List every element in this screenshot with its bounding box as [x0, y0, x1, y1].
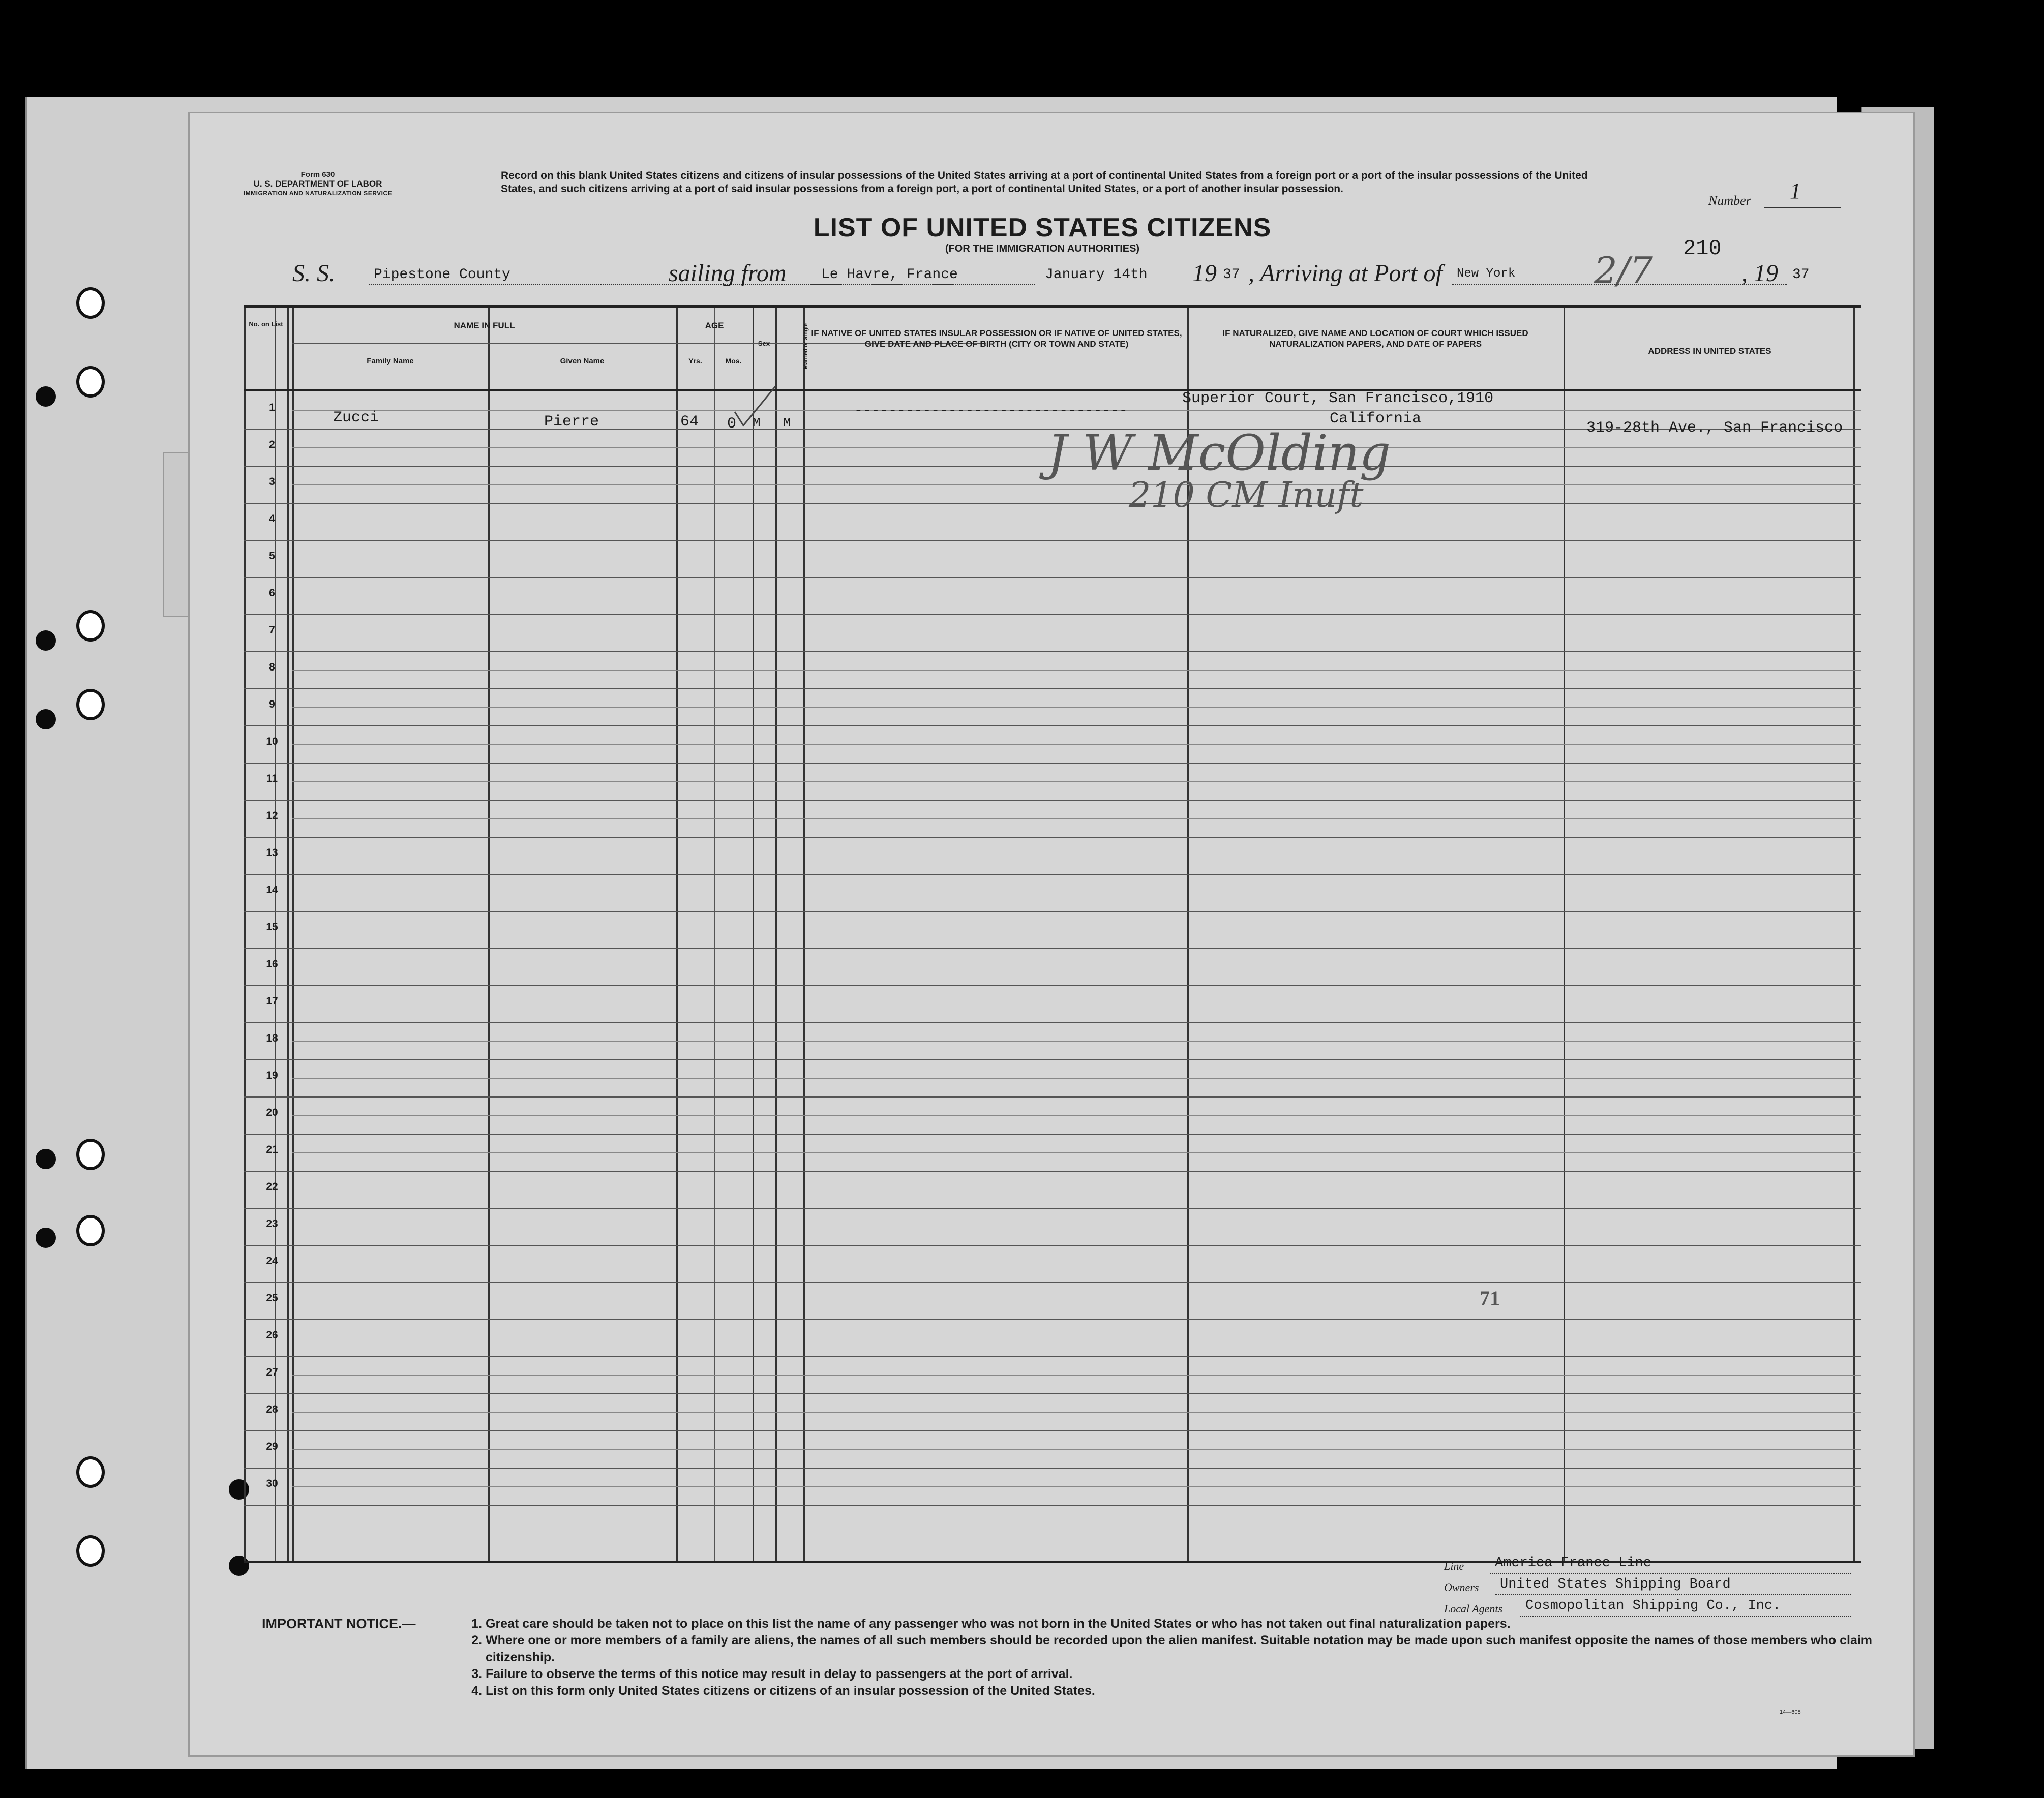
binder-hole: [76, 287, 105, 319]
row-number: 6: [269, 587, 275, 599]
form-number: Form 630: [300, 170, 335, 179]
page-title: LIST OF UNITED STATES CITIZENS: [813, 213, 1272, 242]
binder-hole: [76, 689, 105, 720]
row-line: [244, 1282, 1861, 1283]
row-number: 30: [266, 1478, 278, 1489]
row-number: 14: [266, 884, 278, 896]
row-number: 4: [269, 513, 275, 525]
from-port: Le Havre, France: [821, 267, 958, 283]
row-line: [244, 725, 1861, 726]
row-number: 27: [266, 1366, 278, 1378]
arrival-year-suffix: 37: [1792, 267, 1810, 283]
col-family-name: Family Name: [367, 357, 414, 365]
header-divider: [676, 343, 753, 344]
row-midline: [292, 781, 1861, 782]
row-number: 12: [266, 810, 278, 821]
row-midline: [292, 484, 1861, 485]
col-naturalized: IF NATURALIZED, GIVE NAME AND LOCATION OF COURT WHICH ISSUED NATURALIZATION PAPERS, AND DATE OF PAPERS: [1222, 328, 1528, 349]
arriving-label: , Arriving at Port of: [1248, 260, 1442, 287]
row-line: [244, 1022, 1861, 1023]
entry-mos: 0: [727, 415, 737, 433]
notice-item: 1. Great care should be taken not to place on this list the name of any passenger who was not born in the United States or who has not taken out final naturalization papers.: [486, 1616, 1889, 1632]
ss-label: S. S.: [292, 260, 335, 287]
entry-married: M: [783, 415, 791, 431]
row-line: [244, 503, 1861, 504]
col-no: No. on List: [249, 320, 283, 328]
line-value: America France Line: [1495, 1556, 1651, 1571]
row-number: 9: [269, 698, 275, 710]
owners-underline: [1495, 1594, 1851, 1595]
row-number: 3: [269, 476, 275, 487]
row-line: [244, 577, 1861, 578]
entry-sex: M: [753, 415, 761, 431]
row-line: [244, 1356, 1861, 1357]
row-midline: [292, 1412, 1861, 1413]
agents-value: Cosmopolitan Shipping Co., Inc.: [1525, 1598, 1781, 1613]
row-number: 11: [266, 773, 278, 784]
row-line: [244, 1059, 1861, 1060]
row-number: 15: [266, 921, 278, 933]
binder-hole: [76, 1215, 105, 1246]
col-age: AGE: [705, 321, 724, 330]
to-underline: [1452, 284, 1787, 285]
row-line: [244, 800, 1861, 801]
row-number: 19: [266, 1070, 278, 1081]
stamp-71: 71: [1480, 1287, 1500, 1309]
entry-given-name: Pierre: [544, 413, 599, 431]
binder-hole: [76, 1456, 105, 1488]
notice-item: 4. List on this form only United States citizens or citizens of an insular possession of the United States.: [486, 1683, 1889, 1699]
owners-value: United States Shipping Board: [1500, 1577, 1731, 1592]
row-line: [244, 1134, 1861, 1135]
row-number: 8: [269, 661, 275, 673]
row-midline: [292, 1449, 1861, 1450]
row-midline: [292, 1486, 1861, 1487]
row-line: [244, 1430, 1861, 1431]
row-line: [244, 1468, 1861, 1469]
row-number: 29: [266, 1441, 278, 1452]
entry-family-name: Zucci: [333, 409, 379, 426]
row-line: [244, 948, 1861, 949]
binder-hole: [76, 366, 105, 398]
from-underline: [811, 284, 1035, 285]
punch-hole: [36, 709, 56, 729]
line-underline: [1490, 1573, 1851, 1574]
row-line: [244, 837, 1861, 838]
signature-line1: J W McOlding: [1047, 424, 1391, 481]
row-line: [244, 911, 1861, 912]
notice-list: [465, 1616, 1889, 1699]
row-line: [244, 1245, 1861, 1246]
row-midline: [292, 818, 1861, 819]
row-midline: [292, 744, 1861, 745]
check-mark: [732, 384, 778, 430]
row-number: 16: [266, 958, 278, 970]
number-underline: [1764, 207, 1841, 208]
row-line: [244, 688, 1861, 689]
row-line: [244, 874, 1861, 875]
row-number: 20: [266, 1107, 278, 1118]
row-line: [244, 1171, 1861, 1172]
row-number: 24: [266, 1255, 278, 1267]
row-number: 17: [266, 995, 278, 1007]
row-line: [244, 651, 1861, 652]
binder-hole: [76, 610, 105, 642]
owners-label: Owners: [1444, 1581, 1479, 1594]
page-subtitle: (FOR THE IMMIGRATION AUTHORITIES): [945, 243, 1140, 254]
header-bottom: [244, 389, 1861, 391]
number-value: 1: [1790, 178, 1801, 203]
row-line: [244, 1393, 1861, 1394]
form-identifier: [234, 170, 402, 198]
row-number: 13: [266, 847, 278, 859]
entry-court-line1: Superior Court, San Francisco,1910: [1182, 390, 1494, 407]
intro-text: Record on this blank United States citizens and citizens of insular possessions of the United States arriving at a port of continental United States from a foreign port or a port of the insular possessions of the United States, and such citizens arriving at a port of said insular possessions from a foreign port, a port of continental United States, or a port of another insular possession.: [501, 170, 1588, 195]
ship-name: Pipestone County: [374, 267, 510, 283]
punch-hole: [36, 386, 56, 407]
row-number: 21: [266, 1144, 278, 1155]
sailing-label: sailing from: [669, 260, 787, 287]
col-given-name: Given Name: [560, 357, 605, 365]
line-info: [1444, 1556, 1851, 1620]
print-code: 14—608: [1780, 1709, 1801, 1715]
col-married: Married or Single: [803, 323, 809, 369]
row-number: 25: [266, 1292, 278, 1304]
row-line: [244, 1208, 1861, 1209]
line-label: Line: [1444, 1560, 1464, 1572]
col-yrs: Yrs.: [688, 357, 702, 365]
row-midline: [292, 1375, 1861, 1376]
entry-yrs: 64: [680, 413, 699, 431]
notice-item: 3. Failure to observe the terms of this notice may result in delay to passengers at the port of arrival.: [486, 1666, 1889, 1683]
col-address: ADDRESS IN UNITED STATES: [1648, 346, 1771, 356]
signature-line2: 210 CM Inuft: [1129, 475, 1364, 515]
row-midline: [292, 1115, 1861, 1116]
row-midline: [292, 1152, 1861, 1153]
arrival-year-prefix: , 19: [1741, 260, 1778, 287]
sail-date: January 14th: [1045, 267, 1148, 283]
row-line: [244, 1319, 1861, 1320]
punch-hole: [36, 630, 56, 651]
binder-hole: [76, 1139, 105, 1170]
passenger-table: [244, 305, 1861, 1563]
entry-court-line2: California: [1330, 410, 1422, 428]
row-midline: [292, 1041, 1861, 1042]
notice-heading: IMPORTANT NOTICE.—: [262, 1616, 416, 1631]
row-number: 10: [266, 736, 278, 747]
row-midline: [292, 670, 1861, 671]
year-suffix: 37: [1223, 267, 1240, 283]
row-line: [244, 985, 1861, 986]
owners-row: [1444, 1577, 1851, 1598]
punch-hole: [36, 1149, 56, 1169]
to-port: New York: [1457, 267, 1516, 281]
row-number: 1: [269, 402, 275, 413]
voyage-line: [292, 249, 1828, 295]
row-number: 26: [266, 1329, 278, 1341]
row-number: 5: [269, 550, 275, 562]
entry-address: 319-28th Ave., San Francisco: [1586, 419, 1843, 437]
line-row: [1444, 1556, 1851, 1577]
col-name-in-full: NAME IN FULL: [454, 321, 515, 330]
row-number: 23: [266, 1218, 278, 1230]
arrival-date: 2/7: [1594, 249, 1653, 292]
row-line: [244, 540, 1861, 541]
row-number: 7: [269, 624, 275, 636]
row-line: [244, 614, 1861, 615]
entry-birth: --------------------------------: [854, 403, 1128, 419]
col-birth: IF NATIVE OF UNITED STATES INSULAR POSSESSION OR IF NATIVE OF UNITED STATES, GIVE DATE AND PLACE OF BIRTH (CITY OR TOWN AND STATE): [811, 328, 1182, 349]
number-label: Number: [1708, 193, 1751, 208]
row-line: [244, 1505, 1861, 1506]
service-name: IMMIGRATION AND NATURALIZATION SERVICE: [243, 190, 393, 197]
row-midline: [292, 707, 1861, 708]
stamp-number: 210: [1683, 236, 1722, 261]
col-sex: Sex: [758, 340, 770, 347]
col-mos: Mos.: [725, 357, 742, 365]
row-number: 2: [269, 439, 275, 450]
row-line: [244, 1096, 1861, 1098]
row-line: [244, 763, 1861, 764]
row-midline: [292, 1078, 1861, 1079]
row-number: 18: [266, 1032, 278, 1044]
agents-label: Local Agents: [1444, 1602, 1503, 1615]
row-number: 28: [266, 1404, 278, 1415]
binder-hole: [76, 1535, 105, 1567]
row-number: 22: [266, 1181, 278, 1193]
year-prefix: 19: [1192, 260, 1217, 287]
punch-hole: [36, 1228, 56, 1248]
notice-item: 2. Where one or more members of a family are aliens, the names of all such members should be recorded upon the alien manifest. Suitable notation may be made upon such manifest opposite the names of those members who claim citizenship.: [486, 1632, 1889, 1666]
department-name: U. S. DEPARTMENT OF LABOR: [253, 179, 382, 189]
